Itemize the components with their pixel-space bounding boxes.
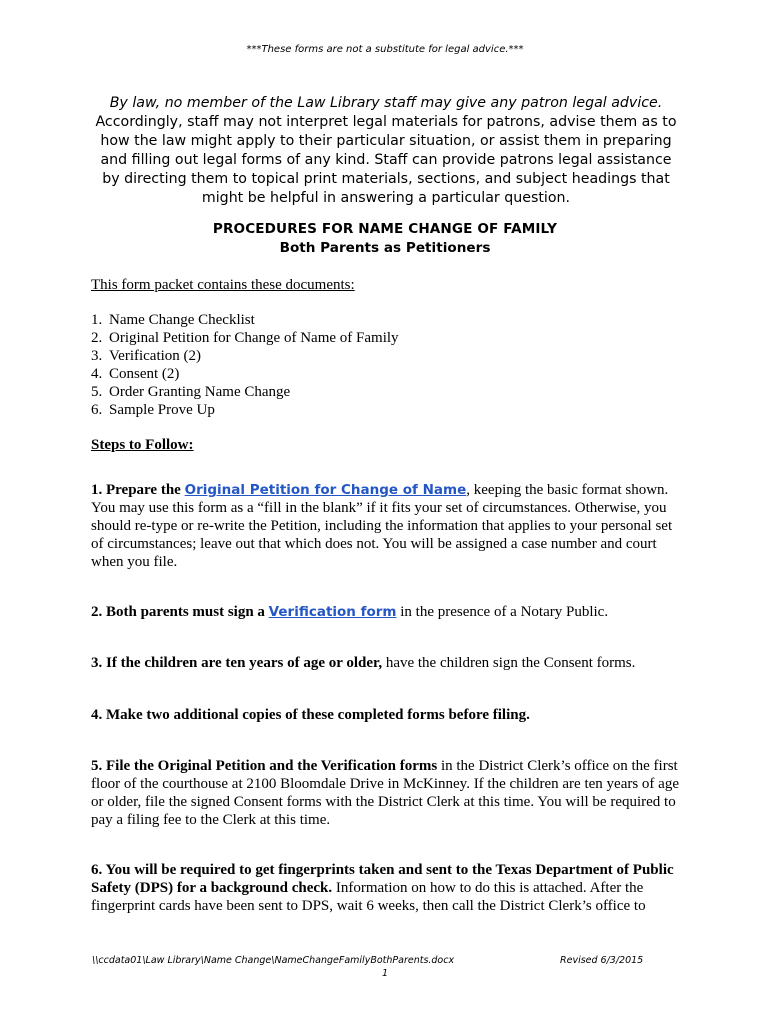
document-subtitle: Both Parents as Petitioners	[279, 240, 491, 256]
step-1-text: , keeping the basic format shown. You may use this form as a “fill in the blank” if it fits your set of circumstances. Otherwise, you should re-type or re-write the Petition, including the information that applies to your personal set of circumstances; leave out that which does not. You will be assigned a case number and court when you file.	[91, 482, 673, 570]
step-6-text: Information on how to do this is attached. After the fingerprint cards have been sent to DPS, wait 6 weeks, then call the District Clerk’s office to	[91, 880, 646, 914]
list-number: 4.	[91, 366, 103, 382]
step-3-bold: 3. If the children are ten years of age or older,	[91, 655, 383, 671]
staff-advice-notice	[90, 94, 682, 208]
step-2	[91, 603, 681, 621]
list-number: 5.	[91, 384, 103, 400]
list-number: 2.	[91, 330, 103, 346]
step-1-bold: 1. Prepare the	[91, 482, 181, 498]
list-number: 6.	[91, 402, 103, 418]
list-text: Consent (2)	[109, 366, 180, 382]
document-list-item	[91, 311, 399, 329]
step-4	[91, 706, 681, 724]
list-text: Sample Prove Up	[109, 402, 215, 418]
steps-heading: Steps to Follow:	[91, 437, 194, 453]
step-6-number: 6	[91, 862, 99, 878]
list-text: Verification (2)	[109, 348, 202, 364]
footer-file-path: \\ccdata01\Law Library\Name Change\NameChangeFamilyBothParents.docx	[92, 955, 455, 966]
step-2-text: in the presence of a Notary Public.	[396, 604, 609, 620]
document-list-item	[91, 383, 399, 401]
packet-intro	[91, 277, 355, 294]
notice-body: Accordingly, staff may not interpret legal materials for patrons, advise them as to how the law might apply to their particular situation, or assist them in preparing and filling out legal forms of any kind. Staff can provide patrons legal assistance by directing them to topical print materials, sections, and subject headings that might be helpful in answering a particular question.	[95, 114, 677, 206]
page-number: 1	[381, 968, 389, 979]
list-number: 3.	[91, 348, 103, 364]
step-3	[91, 654, 681, 672]
legal-disclaimer: ***These forms are not a substitute for legal advice.***	[246, 44, 524, 55]
packet-intro-text: This form packet contains these documents	[91, 277, 351, 293]
verification-form-link[interactable]: Verification form	[268, 604, 397, 620]
list-text: Order Granting Name Change	[109, 384, 291, 400]
step-5	[91, 757, 681, 829]
step-4-bold: 4. Make two additional copies of these completed forms before filing.	[91, 707, 530, 723]
document-list-item	[91, 347, 399, 365]
packet-intro-colon: :	[350, 277, 355, 293]
step-5-bold: 5. File the Original Petition and the Verification forms	[91, 758, 438, 774]
document-list	[91, 311, 399, 419]
document-title: PROCEDURES FOR NAME CHANGE OF FAMILY	[212, 221, 558, 237]
list-text: Original Petition for Change of Name of Family	[109, 330, 399, 346]
step-6	[91, 861, 681, 915]
original-petition-link[interactable]: Original Petition for Change of Name	[184, 482, 467, 498]
step-3-text: have the children sign the Consent forms.	[382, 655, 636, 671]
document-list-item	[91, 365, 399, 383]
list-text: Name Change Checklist	[109, 312, 255, 328]
step-1	[91, 481, 681, 571]
notice-lead: By law, no member of the Law Library staff may give any patron legal advice.	[109, 95, 663, 111]
footer-revised-date: Revised 6/3/2015	[560, 955, 644, 966]
list-number: 1.	[91, 312, 103, 328]
step-6-bold-text: . You will be required to get fingerprints taken and sent to the Texas Department of Public Safety (DPS) for a background check.	[91, 862, 674, 896]
document-list-item	[91, 401, 399, 419]
step-2-bold: 2. Both parents must sign a	[91, 604, 265, 620]
step-5-text: in the District Clerk’s office on the first floor of the courthouse at 2100 Bloomdale Drive in McKinney. If the children are ten years of age or older, file the signed Consent forms with the District Clerk at this time. You will be required to pay a filing fee to the Clerk at this time.	[91, 758, 679, 828]
document-list-item	[91, 329, 399, 347]
